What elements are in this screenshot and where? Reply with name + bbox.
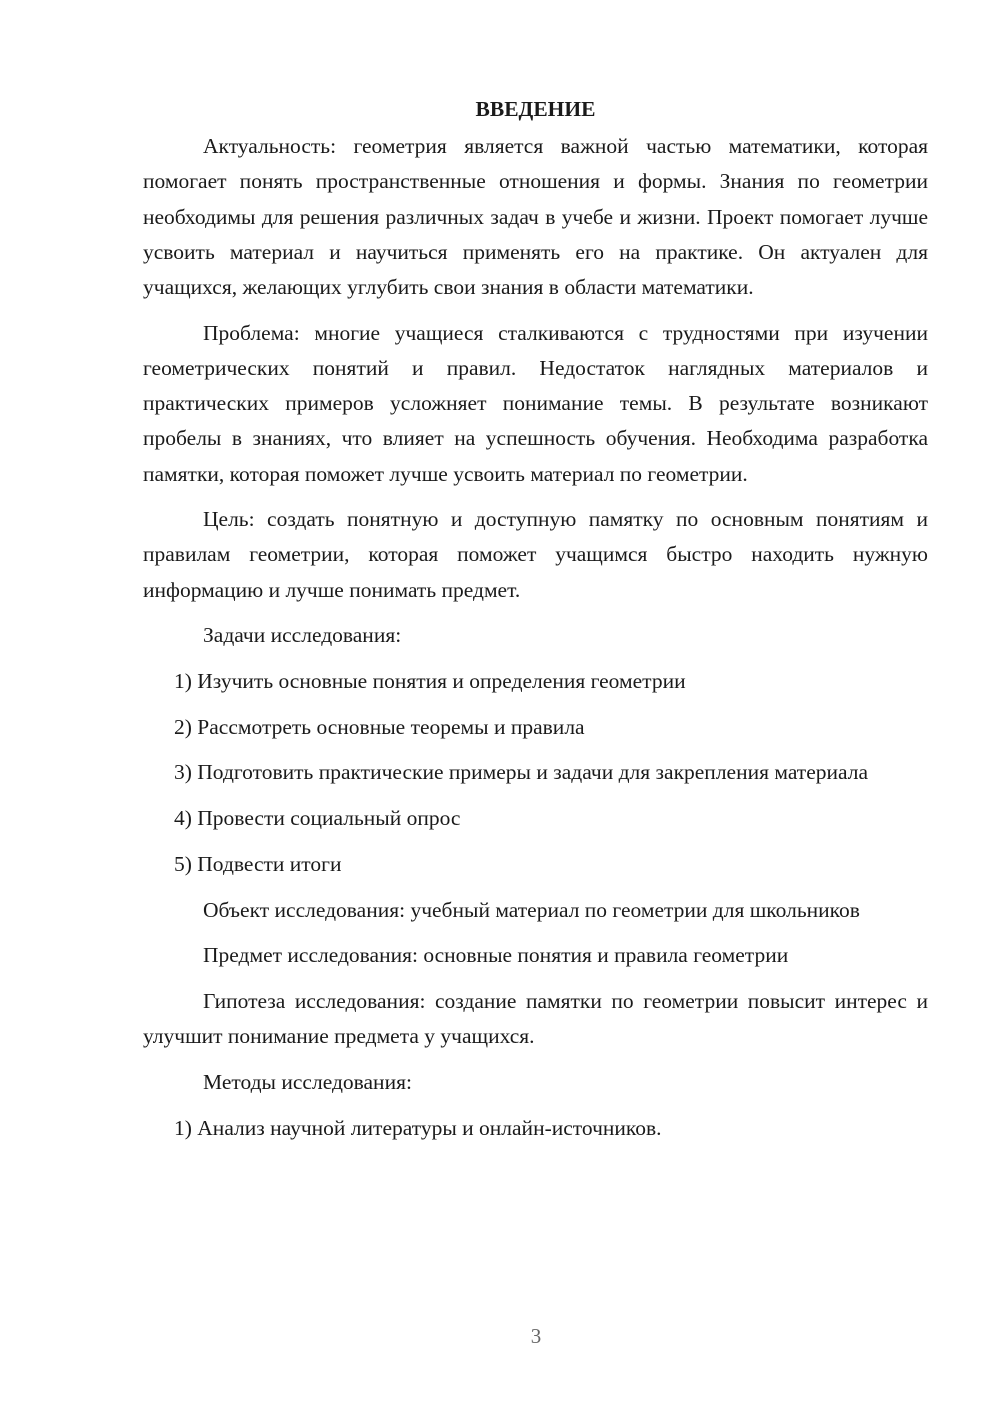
page-number: 3 xyxy=(530,1324,542,1348)
methods-list xyxy=(143,1111,928,1146)
tasks-heading: Задачи исследования: xyxy=(203,623,402,648)
list-item: 3) Подготовить практические примеры и задачи для закрепления материала xyxy=(174,760,869,785)
list-item: 4) Провести социальный опрос xyxy=(174,806,461,831)
tasks-list xyxy=(143,664,928,882)
list-item: 1) Изучить основные понятия и определения геометрии xyxy=(174,669,686,694)
list-item: 2) Рассмотреть основные теоремы и правила xyxy=(174,714,585,739)
methods-heading: Методы исследования: xyxy=(203,1069,412,1094)
page-title: ВВЕДЕНИЕ xyxy=(475,97,596,121)
list-item: 5) Подвести итоги xyxy=(174,851,342,876)
paragraph-problem: Проблема: многие учащиеся сталкиваются с трудностями при изучении геометрических понятий и правил. Недостаток наглядных материалов и практических примеров усложняет понимание темы. В результате возникают пробелы в знаниях, что влияет на успешность обучения. Необходима разработка памятки, которая поможет лучше усвоить материал по геометрии. xyxy=(143,320,928,486)
paragraph-goal: Цель: создать понятную и доступную памятку по основным понятиям и правилам геометрии, которая поможет учащимся быстро находить нужную информацию и лучше понимать предмет. xyxy=(143,507,928,602)
list-item: 1) Анализ научной литературы и онлайн-источников. xyxy=(174,1115,662,1140)
paragraph-relevance: Актуальность: геометрия является важной частью математики, которая помогает понять пространственные отношения и формы. Знания по геометрии необходимы для решения различных задач в учебе и жизни. Проект помогает лучше усвоить материал и научиться применять его на практике. Он актуален для учащихся, желающих углубить свои знания в области математики. xyxy=(143,134,928,300)
document-page xyxy=(143,92,928,1156)
paragraph-subject: Предмет исследования: основные понятия и правила геометрии xyxy=(203,943,789,968)
paragraph-object: Объект исследования: учебный материал по геометрии для школьников xyxy=(203,897,860,922)
paragraph-hypothesis: Гипотеза исследования: создание памятки по геометрии повысит интерес и улучшит понимание предмета у учащихся. xyxy=(143,988,928,1049)
